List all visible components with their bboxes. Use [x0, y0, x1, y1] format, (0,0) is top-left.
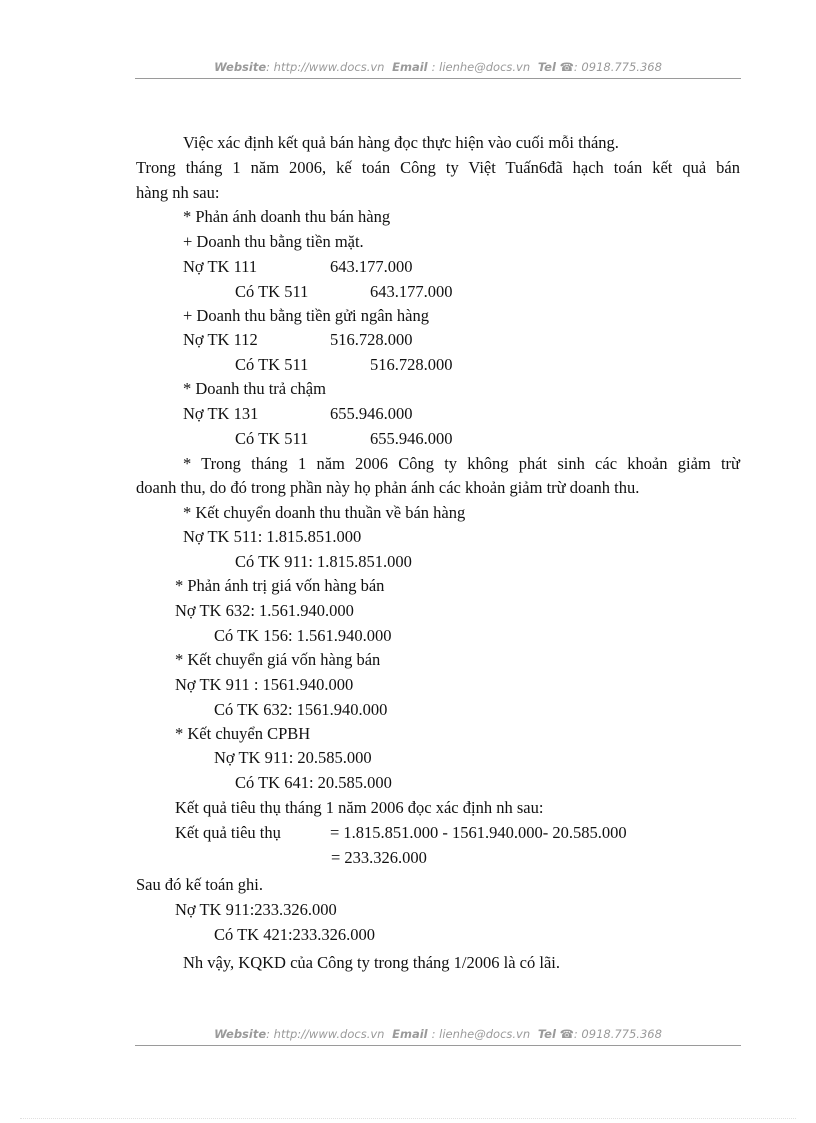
net-revenue-credit: Có TK 911: 1.815.851.000 — [235, 552, 412, 571]
footer-divider — [135, 1045, 741, 1046]
selling-expense-debit: Nợ TK 911: 20.585.000 — [214, 748, 372, 767]
cogs-transfer-credit: Có TK 632: 1561.940.000 — [214, 700, 388, 719]
result-value: = 233.326.000 — [331, 848, 427, 867]
page-bottom-edge — [20, 1118, 796, 1119]
cogs-heading: * Phản ánh trị giá vốn hàng bán — [175, 576, 385, 595]
intro-line-2: Trong tháng 1 năm 2006, kế toán Công ty Việt Tuấn6đã hạch toán kết quả bán — [136, 158, 740, 177]
footer-email-label: Email — [392, 1027, 428, 1041]
deferred-revenue-heading: * Doanh thu trả chậm — [183, 379, 326, 398]
result-formula: = 1.815.851.000 - 1561.940.000- 20.585.000 — [330, 823, 627, 842]
header-email-value: : lienhe@docs.vn — [431, 60, 531, 74]
page-footer — [135, 1027, 741, 1041]
intro-line-3: hàng nh sau: — [136, 183, 220, 202]
bank-credit-amount: 516.728.000 — [370, 355, 453, 374]
result-label: Kết quả tiêu thụ — [175, 823, 281, 842]
deferred-debit-account: Nợ TK 131 — [183, 404, 259, 423]
result-intro: Kết quả tiêu thụ tháng 1 năm 2006 đọc xác định nh sau: — [175, 798, 544, 817]
page-header — [135, 60, 741, 74]
footer-tel-label: Tel — [537, 1027, 556, 1041]
intro-line-1: Việc xác định kết quả bán hàng đọc thực hiện vào cuối mỗi tháng. — [183, 133, 619, 152]
selling-expense-credit: Có TK 641: 20.585.000 — [235, 773, 392, 792]
footer-website-value: : http://www.docs.vn — [266, 1027, 385, 1041]
header-website-value: : http://www.docs.vn — [266, 60, 385, 74]
net-revenue-heading: * Kết chuyển doanh thu thuần về bán hàng — [183, 503, 466, 522]
cogs-transfer-heading: * Kết chuyển giá vốn hàng bán — [175, 650, 381, 669]
cogs-credit: Có TK 156: 1.561.940.000 — [214, 626, 392, 645]
revenue-heading: * Phản ánh doanh thu bán hàng — [183, 207, 391, 226]
bank-debit-account: Nợ TK 112 — [183, 330, 258, 349]
cash-credit-account: Có TK 511 — [235, 282, 309, 301]
footer-website-label: Website — [214, 1027, 267, 1041]
bank-credit-account: Có TK 511 — [235, 355, 309, 374]
telephone-icon: ☎ — [559, 60, 574, 74]
header-tel-value: : 0918.775.368 — [573, 60, 662, 74]
cash-credit-amount: 643.177.000 — [370, 282, 453, 301]
then-line: Sau đó kế toán ghi. — [136, 875, 263, 894]
profit-credit: Có TK 421:233.326.000 — [214, 925, 376, 944]
bank-revenue-heading: + Doanh thu bằng tiền gửi ngân hàng — [183, 306, 429, 325]
cogs-debit: Nợ TK 632: 1.561.940.000 — [175, 601, 354, 620]
profit-debit: Nợ TK 911:233.326.000 — [175, 900, 337, 919]
selling-expense-heading: * Kết chuyển CPBH — [175, 724, 311, 743]
deduction-line-2: doanh thu, do đó trong phần này họ phản ánh các khoản giảm trừ doanh thu. — [136, 478, 640, 497]
cash-revenue-heading: + Doanh thu bằng tiền mặt. — [183, 232, 364, 251]
header-divider — [135, 78, 741, 79]
bank-debit-amount: 516.728.000 — [330, 330, 413, 349]
header-tel-label: Tel — [537, 60, 556, 74]
telephone-icon: ☎ — [559, 1027, 574, 1041]
deduction-line-1: * Trong tháng 1 năm 2006 Công ty không phát sinh các khoản giảm trừ — [183, 454, 740, 473]
deferred-credit-amount: 655.946.000 — [370, 429, 453, 448]
footer-email-value: : lienhe@docs.vn — [431, 1027, 531, 1041]
footer-tel-value: : 0918.775.368 — [573, 1027, 662, 1041]
header-website-label: Website — [214, 60, 267, 74]
conclusion: Nh vậy, KQKD của Công ty trong tháng 1/2006 là có lãi. — [183, 953, 560, 972]
deferred-debit-amount: 655.946.000 — [330, 404, 413, 423]
cash-debit-account: Nợ TK 111 — [183, 257, 258, 276]
cogs-transfer-debit: Nợ TK 911 : 1561.940.000 — [175, 675, 354, 694]
cash-debit-amount: 643.177.000 — [330, 257, 413, 276]
header-email-label: Email — [392, 60, 428, 74]
deferred-credit-account: Có TK 511 — [235, 429, 309, 448]
net-revenue-debit: Nợ TK 511: 1.815.851.000 — [183, 527, 362, 546]
